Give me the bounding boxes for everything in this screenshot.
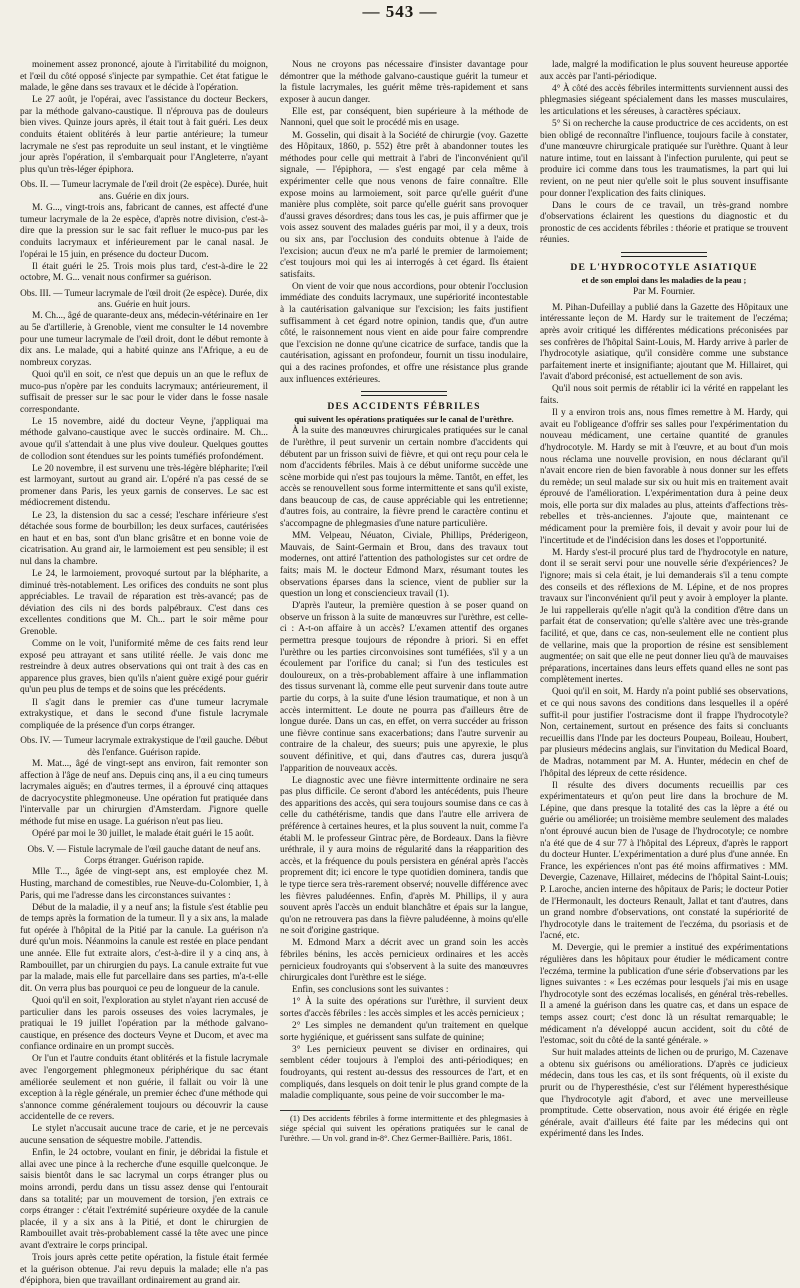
paragraph: Mlle T..., âgée de vingt-sept ans, est employée chez M. Husting, marchand de comestibles, rue Neuve-du-Colombier, 1, à Paris, qui me l'adresse dans les circonstances suivantes : <box>20 867 268 901</box>
paragraph: lade, malgré la modification le plus souvent heureuse apportée aux accès par l'anti-périodique. <box>540 60 788 82</box>
paragraph: Enfin, le 24 octobre, voulant en finir, je débridai la fistule et allai avec une pince à la recherche d'une esquille quelconque. Je saisis bientôt dans le sac lacrymal un corps étranger plus ou moins arrondi, perdu dans un tissu assez dense qui l'entourait dans sa totalité; par un mouvement de torsion, j'en extrais ce corps étranger : c'était l'extrémité supérieure oxydée de la canule placée, il y a six ans à la Pitié, et dont le chirurgien de Rambouillet avait très-probablement cassé la tête avec une pince avant d'extraire le corps principal. <box>20 1148 268 1251</box>
paragraph: Le 27 août, je l'opérai, avec l'assistance du docteur Beckers, par la méthode galvano-caustique. Il n'éprouva pas de douleurs bien vives. Quinze jours après, il était tout à fait guéri. Les deux conduits étaient oblitérés à leur partie antérieure; la tumeur lacrymale ne s'est pas reproduite un seul instant, et le vingtième jour après l'opération, il s'embarquait pour l'Angleterre, n'ayant plus qu'un très-léger épiphora. <box>20 95 268 175</box>
paragraph: Le 20 novembre, il est survenu une très-légère blépharite; l'œil est larmoyant, surtout au grand air. L'opéré n'a pas cessé de se promener dans Paris, les yeux garnis de conserves. Le sac est médiocrement distendu. <box>20 463 268 509</box>
paragraph: Le stylet n'accusait aucune trace de carie, et je ne percevais aucune sensation de séquestre mobile. J'attendis. <box>20 1124 268 1147</box>
paragraph: Début de la maladie, il y a neuf ans; la fistule s'est établie peu de temps après la formation de la tumeur. Il y a six ans, la malade fut opérée à l'hôpital de la Pitié par la canule. La guérison n'a duré qu'un mois. Néanmoins la canule est restée en place pendant une année. Elle fut extraite alors, c'est-à-dire il y a cinq ans, à Rambouillet, par un chirurgien du pays. La canule extraite fut vue par la malade, mais elle fut parcellaire dans ses parties, m'a-t-elle dit. On verra plus bas pourquoi ce peu de longueur de la canule. <box>20 902 268 994</box>
paragraph: Le diagnostic avec une fièvre intermittente ordinaire ne sera pas plus difficile. Ce seront d'abord les antécédents, puis l'heure des apparitions des accès, qui sera toujours soumise dans ce cas à celle du cathétérisme, tandis que dans l'autre elle arrivera de préférence à certaines heures, et la plus souvent la nuit, comme l'a établi M. le professeur Gintrac père, de Bordeaux. Dans la fièvre uréthrale, il y aura moins de régularité dans la réapparition des accès, et la fréquence du pouls persistera en général après l'accès proprement dit; ici encore le type quotidien dominera, tandis que le type tierce sera très-rarement observé; nouvelle différence avec les fièvres paludéennes. Enfin, d'après M. Phillips, il y aura souvent après l'accès un enduit blanchâtre et épais sur la langue, qu'on ne retrouvera pas dans la fièvre paludéenne, à moins qu'elle ne soit d'origine gastrique. <box>280 775 528 937</box>
section-divider <box>540 252 788 257</box>
paragraph: Il était guéri le 25. Trois mois plus tard, c'est-à-dire le 22 octobre, M. G... venait nous confirmer sa guérison. <box>20 261 268 284</box>
paragraph: Il y a environ trois ans, nous fîmes remettre à M. Hardy, qui avait eu l'obligeance d'offrir ses salles pour l'expérimentation du nouveau médicament, une certaine quantité de granules d'hydrocotyle. M. Hardy se mit à l'œuvre, et au bout d'un mois nous réclama une nouvelle provision, en nous déclarant qu'il n'avait encore rien de bien favorable à nous donner sur les effets du remède; un seul malade sur six ou huit mis en traitement avait éprouvé de l'amélioration. L'expérimentation dura à peine deux mois, elle porta sur dix malades au plus, atteints d'affections très-rebelles et très-anciennes. J'ajoute que, maintenant ce médicament pour la première fois, il devait y avoir pour lui de l'incertitude et de l'indécision dans les doses et l'opportunité. <box>540 408 788 546</box>
paragraph: Or l'un et l'autre conduits étant oblitérés et la fistule lacrymale avec l'engorgement phlegmoneux périphérique du sac étant améliorée seulement et non guérie, il fallait ou voir là une exception à la règle générale, un premier échec d'une méthode qui s'annonce comme généralement toujours ou découvrir la cause accidentelle de ce revers. <box>20 1054 268 1123</box>
paragraph: Quoi qu'il en soit, M. Hardy n'a point publié ses observations, et ce qui nous savons des conditions dans lesquelles il a opéré suffit-il pour justifier l'ostracisme dont il frappe l'hydrocotyle? Non, certainement, surtout en présence des faits si concluants recueillis dans l'Inde par les docteurs Poupeau, Boileau, Houbert, par plusieurs médecins anglais, sur l'invitation du Medical Board, de Madras, notamment par M. A. Hunter, médecin en chef de l'hôpital des lépreux de cette résidence. <box>540 687 788 779</box>
article-subtitle: et de son emploi dans les maladies de la peau ; <box>581 275 747 285</box>
page-number: — 543 — <box>362 2 438 21</box>
paragraph: M. Mat..., âgé de vingt-sept ans environ, fait remonter son affection à l'âge de neuf ans. Depuis cinq ans, il a eu cinq tumeurs lacrymales aiguës; en d'autres termes, il a éprouvé cinq attaques de dacryocystite phlegmoneuse. Une opération fut pratiquée dans l'intervalle par un chirurgien d'Amsterdam. J'ignore quelle méthode fut mise en usage. La guérison n'eut pas lieu. <box>20 759 268 827</box>
paragraph: Qu'il nous soit permis de rétablir ici la vérité en rappelant les faits. <box>540 384 788 407</box>
paragraph: Le 23, la distension du sac a cessé; l'eschare inférieure s'est détachée sous forme de bourbillon; les deux surfaces, cautérisées en haut et en bas, sont d'un blanc grisâtre et en bonne voie de cicatrisation. Au grand air, le larmoiement est peu sensible; il est nul dans la chambre. <box>20 510 268 567</box>
paragraph: Nous ne croyons pas nécessaire d'insister davantage pour démontrer que la méthode galvano-caustique guérit la tumeur et la fistule lacrymales, les guérit même très-rapidement et sans exposer à aucun danger. <box>280 60 528 105</box>
column-1 <box>20 60 268 1287</box>
paragraph: Dans le cours de ce travail, un très-grand nombre d'observations éclairent les questions du diagnostic et du pronostic de ces accidents fébriles : théorie et pratique se trouvent réunies. <box>540 200 788 246</box>
paragraph: M. Hardy s'est-il procuré plus tard de l'hydrocotyle en nature, dont il se serait servi pour une nouvelle série d'expériences? Je l'ignore; mais si cela était, je lui demanderais s'il a tenu compte des conseils et des réflexions de M. Lépine, et de nos propres travaux sur l'inconvénient qu'il peut y avoir à employer la plante. Je lui rappellerais qu'elle n'agit qu'à la condition d'être dans un parfait état de conservation; qu'elle s'altère avec une très-grande facilité, et que, dans ce cas, non-seulement elle ne contient plus de vellarine, mais que la proportion de résine est sensiblement augmentée; on sait que elle ne peut donner lieu qu'à de mauvaises préparations, incertaines dans leurs effets quand elles ne sont pas complètement inertes. <box>540 547 788 686</box>
footnote: (1) Des accidents fébriles à forme intermittente et des phlegmasies à siége spécial qui suivent les opérations pratiquées sur le canal de l'urèthre. — Un vol. grand in-8°. Chez Germer-Baillière. Paris, 1861. <box>280 1113 528 1144</box>
paragraph: Trois jours après cette petite opération, la fistule était fermée et la guérison obtenue. J'ai revu depuis la malade; elle n'a pas d'épiphora, bien que travaillant ordinairement au grand air. <box>20 1252 268 1287</box>
paragraph: 2° Les simples ne demandent qu'un traitement en quelque sorte hygiénique, et guérissent sans sulfate de quinine; <box>280 1021 528 1043</box>
paragraph: Le 15 novembre, aidé du docteur Veyne, j'appliquai ma méthode galvano-caustique avec le succès ordinaire. M. Ch... avoue qu'il s'attendait à une plus vive douleur. Quelques gouttes de collodion sont étendues sur les points tuméfiés profondément. <box>20 416 268 462</box>
paragraph: Le 24, le larmoiement, provoqué surtout par la blépharite, a diminué très-notablement. Les orifices des conduits ne sont plus appréciables. Le travail de réparation est très-avancé; pas de déviation des cils ni des bords palpébraux. C'est dans ces excellentes conditions que M. Ch... part le soir même pour Grenoble. <box>20 569 268 637</box>
article-title: DES ACCIDENTS FÉBRILES <box>327 401 481 413</box>
paragraph: M. Pihan-Dufeillay a publié dans la Gazette des Hôpitaux une intéressante leçon de M. Hardy sur le traitement de l'eczéma; après avoir critiqué les différentes médications préconisées par ses confrères de l'hôpital Saint-Louis, M. Hardy arrive à parler de l'hydrocotyle asiatique, qu'il considère comme une substance parfaitement inerte et insignifiante; ajoutant que M. Hillairet, qui l'avait d'abord préconisé, est actuellement de son avis. <box>540 302 788 383</box>
article-subtitle: qui suivent les opérations pratiquées sur le canal de l'urèthre. <box>294 414 514 424</box>
column-2 <box>280 60 528 1156</box>
paragraph: Quoi qu'il en soit, l'exploration au stylet n'ayant rien accusé de particulier dans les parois osseuses des voies lacrymales, je pratiquai le 19 juillet l'opération par la méthode galvano-caustique, en présence des docteurs Veyne et Ducom, et avec ma confiance ordinaire en un prompt succès. <box>20 995 268 1053</box>
paragraph: Il résulte des divers documents recueillis par ces expérimentateurs et qu'on peut lire dans la brochure de M. Lépine, que dans presque la totalité des cas la lèpre a été ou guérie ou améliorée; un troisième membre seulement des malades n'ont éprouvé aucun bien de l'usage de l'hydrocotyle; ce nombre n'a été que de 4 sur 77 à l'hôpital des Lépreux, d'après le rapport du docteur Hunter. L'expérimentation a duré plus d'une année. En France, les expériences n'ont pas été moins affirmatives : MM. Devergie, Cazenave, Hillairet, médecins de l'hôpital Saint-Louis; P. Laroche, ancien interne des hôpitaux de Paris; le docteur Potier de l'Hermonault, les docteurs Renault, Jallat et tant d'autres, dans un grand nombre d'observations, ont constaté la supériorité de l'hydrocotyle dans le traitement de l'eczéma, du psoriasis et de l'acné, etc. <box>540 780 788 942</box>
observation-title: Obs. IV. — Tumeur lacrymale extrakystique de l'œil gauche. Début dès l'enfance. Guérison rapide. <box>20 735 268 757</box>
observation-title: Obs. II. — Tumeur lacrymale de l'œil droit (2e espèce). Durée, huit ans. Guérie en dix jours. <box>20 179 268 202</box>
paragraph: MM. Velpeau, Néuaton, Civiale, Phillips, Préderigeon, Mauvais, de Saint-Germain et Brou, dans des travaux tout modernes, ont attiré l'attention des pathologistes sur cet ordre de faits; mais M. le docteur Edmond Marx, résumant toutes les observations éparses dans la science, vient de publier sur la question un long et consciencieux travail (1). <box>280 531 528 600</box>
paragraph: Quoi qu'il en soit, ce n'est que depuis un an que le reflux de muco-pus n'opère par les conduits lacrymaux; antérieurement, il suffisait de presser sur le sac pour le vider dans le fosse nasale correspondante. <box>20 369 268 415</box>
paragraph: D'après l'auteur, la première question à se poser quand on observe un frisson à la suite de manœuvres sur l'urèthre, est celle-ci : A-t-on affaire à un accès? L'examen attentif des organes permettra presque toujours de répondre à priori. Si en effet l'urèthre ou les parties circonvoisines sont tuméfiées, s'il y a un écoulement par l'orifice du canal; si l'un des testicules est douloureux, on a très-probablement affaire à une inflammation des tissus survenant là, comme elle peut survenir dans toute autre partie du corps, à la suite d'une lésion traumatique, et non à un accès intermittent. Le doute ne pourra pas d'ailleurs être de longue durée. Dans un cas, en effet, on verra succéder au frisson une fièvre continue sans exacerbations; dans l'autre survenir au contraire de la chaleur, des sueurs; puis une apyrexie, le plus souvent définitive, et qui, dans d'autres cas, durera jusqu'à l'apparition de nouveaux accès. <box>280 601 528 774</box>
paragraph: Il s'agit dans le premier cas d'une tumeur lacrymale extrakystique, et dans le second d'une fistule lacrymale compliquée de la présence d'un corps étranger. <box>20 697 268 731</box>
paragraph: 1° À la suite des opérations sur l'urèthre, il survient deux sortes d'accès fébriles : les accès simples et les accès pernicieux ; <box>280 997 528 1019</box>
paragraph: Enfin, ses conclusions sont les suivantes : <box>292 985 449 996</box>
paragraph: M. Gosselin, qui disait à la Société de chirurgie (voy. Gazette des Hôpitaux, 1860, p. 552) être prêt à abandonner toutes les méthodes pour celle qui mettrait à l'abri de l'inconvénient qu'il signale, — l'épiphora, — s'est engagé par cela même à expérimenter celle que nous venons de faire connaître. Elle expose moins au larmoiement, soit parce qu'elle guérit d'une manière plus complète, soit parce qu'elle guérit sans provoquer d'aussi graves désordres; dans tous les cas, je puis affirmer que je vois assez souvent des malades guéris par moi, il y a deux, trois ou six ans, par l'occlusion des conduits obtenue à l'aide de l'excision; aucun d'eux ne m'a parlé le premier de larmoiement; c'est toujours moi qui les ai interrogés à cet égard. Ils étaient satisfaits. <box>280 130 528 280</box>
paragraph: M. Edmond Marx a décrit avec un grand soin les accès fébriles bénins, les accès pernicieux ordinaires et les accès pernicieux foudroyants qui s'observent à la suite des manœuvres chirurgicales dont l'urèthre est le siége. <box>280 938 528 984</box>
paragraph: M. Ch..., âgé de quarante-deux ans, médecin-vétérinaire en 1er au 5e d'artillerie, à Grenoble, vient me consulter le 14 novembre pour une tumeur lacrymale de l'œil droit, dont le début remonte à dix ans. Le malade, qui a habité quinze ans l'Afrique, a eu de nombreux coryzas. <box>20 311 268 368</box>
section-divider <box>280 391 528 396</box>
paragraph: M. Devergie, qui le premier a institué des expérimentations régulières dans les hôpitaux pour étudier le médicament contre l'eczéma, termine la publication d'une série d'observations par les lignes suivantes : « Les eczémas pour lesquels j'ai mis en usage l'hydrocotyle sont des eczémas localisés, en général très-rebelles. Il a amené la guérison dans les quatre cas, et dans un espace de temps assez court; c'est donc là un résultat remarquable; le médicament n'a développé aucun accident, soit du côté de l'estomac, soit du côté de la santé générale. » <box>540 943 788 1047</box>
paragraph: moinement assez prononcé, ajoute à l'irritabilité du moignon, et l'œil du côté opposé s'injecte par sympathie. Cet état fatigue le malade, le gêne dans ses travaux et le décide à l'opération. <box>20 60 268 94</box>
footnote-divider <box>280 1110 350 1111</box>
paragraph: M. G..., vingt-trois ans, fabricant de cannes, est affecté d'une tumeur lacrymale de la 2e espèce, d'après notre division, c'est-à-dire que la pression sur le sac fait refluer le muco-pus par les conduits lacrymaux et inférieurement par le canal nasal. Je l'opérai le 15 juin, en présence du docteur Ducom. <box>20 203 268 260</box>
paragraph: Elle est, par conséquent, bien supérieure à la méthode de Nannoni, quel que soit le procédé mis en usage. <box>280 106 528 129</box>
columns <box>20 60 788 1287</box>
article-byline: Par M. Fournier. <box>633 287 695 298</box>
column-3 <box>540 60 788 1156</box>
paragraph: Sur huit malades atteints de lichen ou de prurigo, M. Cazenave a obtenu six guérisons ou améliorations. D'après ce judicieux médecin, dans tous les cas, et ils sont fréquents, où il existe du prurit ou de l'hyperesthésie, c'est sur l'élément hyperesthésique que l'hydrocotyle agit d'abord, et avec une merveilleuse promptitude. Cette observation, nous avoir été érigée en règle générale, avait d'ailleurs été faite par les médecins qui ont expérimenté dans les Indes. <box>540 1048 788 1140</box>
paragraph: À la suite des manœuvres chirurgicales pratiquées sur le canal de l'urèthre, il peut survenir un certain nombre d'accidents qui débutent par un frisson suivi de fièvre, et qui ont reçu pour cela le nom d'accidents fébriles. Mais à ce début uniforme succède une scène morbide qui n'est pas toujours la même. Tantôt, en effet, les accès se renouvellent sous forme intermittente et sans qu'il existe, dans beaucoup de cas, de cause appréciable qui les entretienne; d'autres fois, au contraire, la fièvre prend le caractère continu et s'accompagne de phlegmasies d'une nature particulière. <box>280 426 528 530</box>
paragraph: On vient de voir que nous accordions, pour obtenir l'occlusion immédiate des conduits lacrymaux, une supériorité incontestable à la cautérisation galvanique sur l'excision; les faits justifient suffisamment à cet égard notre opinion, tandis que, d'un autre côté, le raisonnement nous vient en aide pour faire comprendre que l'excision ne donne qu'une cicatrice de surface, tandis que la cautérisation, agissant en profondeur, fournit un tissu inodulaire, qui a des racines profondes, et offre une résistance plus grande aux influences extérieures. <box>280 281 528 385</box>
paragraph: 5° Si on recherche la cause productrice de ces accidents, on est bien obligé de reconnaître l'influence, toujours facile à constater, d'une manœuvre chirurgicale pratiquée sur l'urèthre. Quant à leur nature intime, tout en laissant à l'infection purulente, qui peut se produire ici comme dans tous les traumatismes, la part qui lui revient, on ne peut nier qu'elle soit le plus souvent insuffisante pour donner l'explication des faits cliniques. <box>540 118 788 199</box>
paragraph: Opéré par moi le 30 juillet, le malade était guéri le 15 août. <box>32 829 254 840</box>
observation-title: Obs. III. — Tumeur lacrymale de l'œil droit (2e espèce). Durée, dix ans. Guérie en huit jours. <box>20 287 268 310</box>
paragraph: 3° Les pernicieux peuvent se diviser en ordinaires, qui semblent céder toujours à l'emploi des anti-périodiques; en foudroyants, qui restent au-dessus des ressources de l'art, et en compliqués, dans lesquels on doit tenir le plus grand compte de la maladie compliquante, sous peine de voir succomber le ma- <box>280 1044 528 1102</box>
article-title: DE L'HYDROCOTYLE ASIATIQUE <box>570 262 758 273</box>
observation-title: Obs. V. — Fistule lacrymale de l'œil gauche datant de neuf ans. Corps étranger. Guérison rapide. <box>27 843 261 866</box>
paragraph: Comme on le voit, l'uniformité même de ces faits rend leur exposé peu attrayant et sans utilité réelle. Je vais donc me restreindre à deux autres observations qui ont trait à des cas en apparence plus graves, bien qu'ils n'aient guère exigé pour guérir qu'un peu plus de temps et de soins que les précédents. <box>20 639 268 696</box>
paragraph: 4° À côté des accès fébriles intermittents surviennent aussi des phlegmasies siégeant spécialement dans les masses musculaires, les articulations et les séreuses, à caractères spéciaux. <box>540 83 788 117</box>
